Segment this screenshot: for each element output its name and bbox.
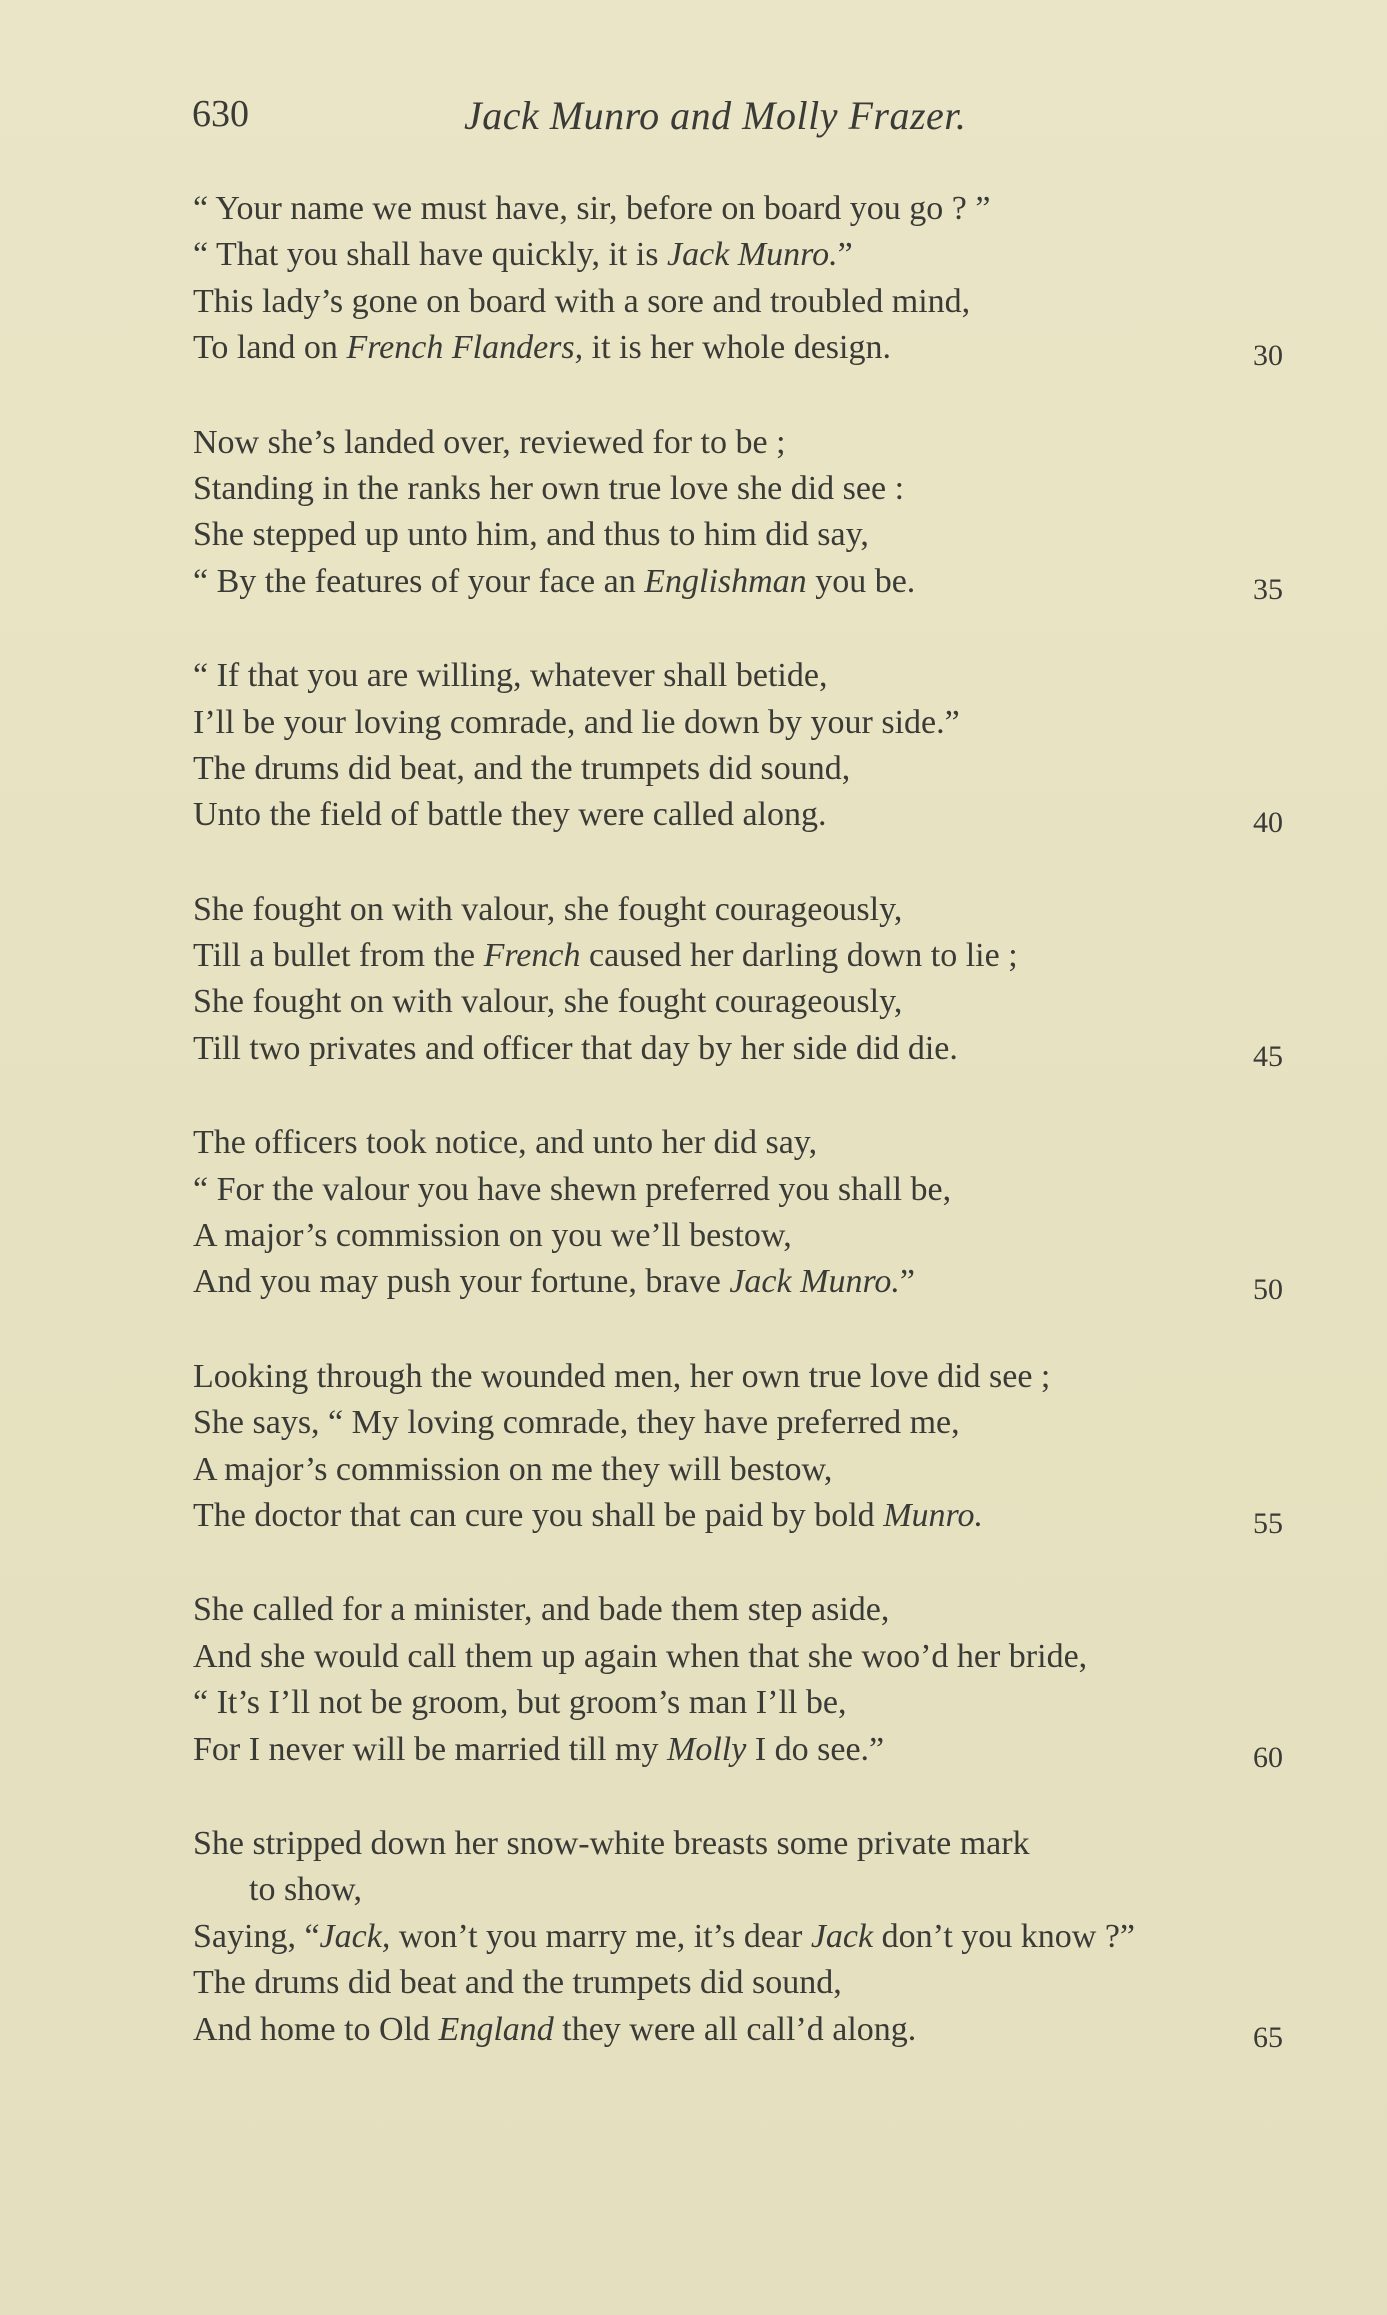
italic-text: Munro.: [883, 1496, 983, 1534]
italic-text: Englishman: [644, 562, 807, 600]
poem-line: [193, 2007, 1313, 2053]
line-text: Till two privates and officer that day by her side did die.: [193, 1029, 958, 1067]
poem-line: [193, 559, 1313, 605]
line-text: you be.: [806, 562, 916, 600]
line-number: 65: [1253, 2020, 1283, 2054]
poem-line: [193, 1914, 1313, 1960]
italic-text: Jack,: [319, 1917, 391, 1955]
line-text: For I never will be married till my: [193, 1730, 667, 1768]
line-text: “ For the valour you have shewn preferred you shall be,: [193, 1170, 952, 1208]
poem-line: [193, 1960, 1313, 2006]
italic-text: Jack: [810, 1917, 874, 1955]
line-text: they were all call’d along.: [553, 2010, 917, 2048]
line-text: won’t you marry me, it’s dear: [390, 1917, 811, 1955]
line-text: ”: [899, 1263, 916, 1301]
poem-line: [193, 700, 1313, 746]
line-text: Unto the field of battle they were called along.: [193, 796, 827, 834]
line-text: This lady’s gone on board with a sore and troubled mind,: [193, 282, 971, 320]
line-text: it is her whole design.: [583, 329, 891, 367]
line-text: She fought on with valour, she fought courageously,: [193, 890, 903, 928]
line-text: She called for a minister, and bade them step aside,: [193, 1591, 890, 1629]
line-number: 30: [1253, 339, 1283, 373]
line-text: caused her darling down to lie ;: [580, 937, 1018, 975]
line-text: I’ll be your loving comrade, and lie down by your side.”: [193, 703, 960, 741]
stanza: [193, 887, 1313, 1073]
line-text: A major’s commission on you we’ll bestow,: [193, 1217, 792, 1255]
page-number: 630: [192, 93, 249, 135]
poem-line: [193, 420, 1313, 466]
italic-text: French Flanders,: [346, 329, 584, 367]
poem-line: [193, 512, 1313, 558]
italic-text: England: [438, 2010, 554, 2048]
stanza: [193, 186, 1313, 372]
line-text: The officers took notice, and unto her did say,: [193, 1124, 818, 1162]
line-text: Till a bullet from the: [193, 937, 484, 975]
line-text: A major’s commission on me they will bestow,: [193, 1450, 833, 1488]
line-text: She fought on with valour, she fought courageously,: [193, 983, 903, 1021]
poem-line: [193, 653, 1313, 699]
line-number: 45: [1253, 1039, 1283, 1073]
poem-line: [193, 1821, 1313, 1867]
poem-line: [193, 1493, 1313, 1539]
poem-line: [193, 1447, 1313, 1493]
line-number: 35: [1253, 572, 1283, 606]
line-text: The drums did beat and the trumpets did sound,: [193, 1964, 842, 2002]
italic-text: Jack Munro.: [729, 1263, 900, 1301]
line-text: to show,: [249, 1871, 363, 1909]
line-number: 40: [1253, 806, 1283, 840]
line-text: “ If that you are willing, whatever shall betide,: [193, 657, 828, 695]
line-text: The doctor that can cure you shall be paid by bold: [193, 1496, 884, 1534]
line-text: The drums did beat, and the trumpets did sound,: [193, 749, 851, 787]
poem-line: [193, 1354, 1313, 1400]
line-text: And you may push your fortune, brave: [193, 1263, 730, 1301]
italic-text: French: [483, 937, 581, 975]
poem-line: [193, 1026, 1313, 1072]
line-number: 50: [1253, 1273, 1283, 1307]
line-text: She stepped up unto him, and thus to him did say,: [193, 516, 869, 554]
stanza: [193, 1587, 1313, 1773]
line-text: I do see.”: [746, 1730, 885, 1768]
italic-text: Molly: [667, 1730, 747, 1768]
line-text: Looking through the wounded men, her own true love did see ;: [193, 1357, 1051, 1395]
poem-line: [193, 232, 1313, 278]
poem-line: [193, 746, 1313, 792]
poem-body: [193, 186, 1313, 2101]
poem-line: [193, 466, 1313, 512]
line-text: And she would call them up again when that she woo’d her bride,: [193, 1637, 1088, 1675]
poem-line: [193, 1167, 1313, 1213]
italic-text: Jack Munro.: [667, 236, 838, 274]
line-text: “ Your name we must have, sir, before on board you go ? ”: [193, 190, 991, 227]
poem-line: [193, 325, 1313, 371]
line-text: Standing in the ranks her own true love she did see :: [193, 469, 905, 507]
running-title: Jack Munro and Molly Frazer.: [464, 93, 967, 138]
poem-line: [193, 1400, 1313, 1446]
line-text: “ It’s I’ll not be groom, but groom’s man I’ll be,: [193, 1684, 847, 1722]
poem-line: [193, 1727, 1313, 1773]
poem-line: [193, 1213, 1313, 1259]
poem-line: [193, 279, 1313, 325]
poem-line: [193, 1587, 1313, 1633]
poem-line: [193, 1634, 1313, 1680]
poem-line: [193, 1120, 1313, 1166]
poem-line: [193, 887, 1313, 933]
line-text: “ That you shall have quickly, it is: [193, 236, 668, 274]
line-text: She stripped down her snow-white breasts some private mark: [193, 1824, 1030, 1862]
stanza: [193, 1120, 1313, 1306]
line-number: 60: [1253, 1740, 1283, 1774]
poem-line: [193, 933, 1313, 979]
line-text: She says, “ My loving comrade, they have preferred me,: [193, 1404, 960, 1442]
stanza: [193, 420, 1313, 606]
stanza: [193, 1821, 1313, 2053]
poem-line: [193, 1680, 1313, 1726]
stanza: [193, 653, 1313, 839]
line-text: To land on: [193, 329, 347, 367]
line-text: ”: [837, 236, 853, 274]
poem-line: [193, 1259, 1313, 1305]
stanza: [193, 1354, 1313, 1540]
poem-line: [193, 186, 1313, 232]
line-text: Now she’s landed over, reviewed for to be ;: [193, 423, 786, 461]
line-text: Saying, “: [193, 1917, 320, 1955]
poem-line: [193, 1867, 1313, 1913]
poem-line: [193, 792, 1313, 838]
line-text: “ By the features of your face an: [193, 562, 645, 600]
line-text: And home to Old: [193, 2010, 439, 2048]
line-number: 55: [1253, 1506, 1283, 1540]
poem-line: [193, 979, 1313, 1025]
page-header: [192, 92, 1292, 152]
line-text: don’t you know ?”: [873, 1917, 1136, 1955]
